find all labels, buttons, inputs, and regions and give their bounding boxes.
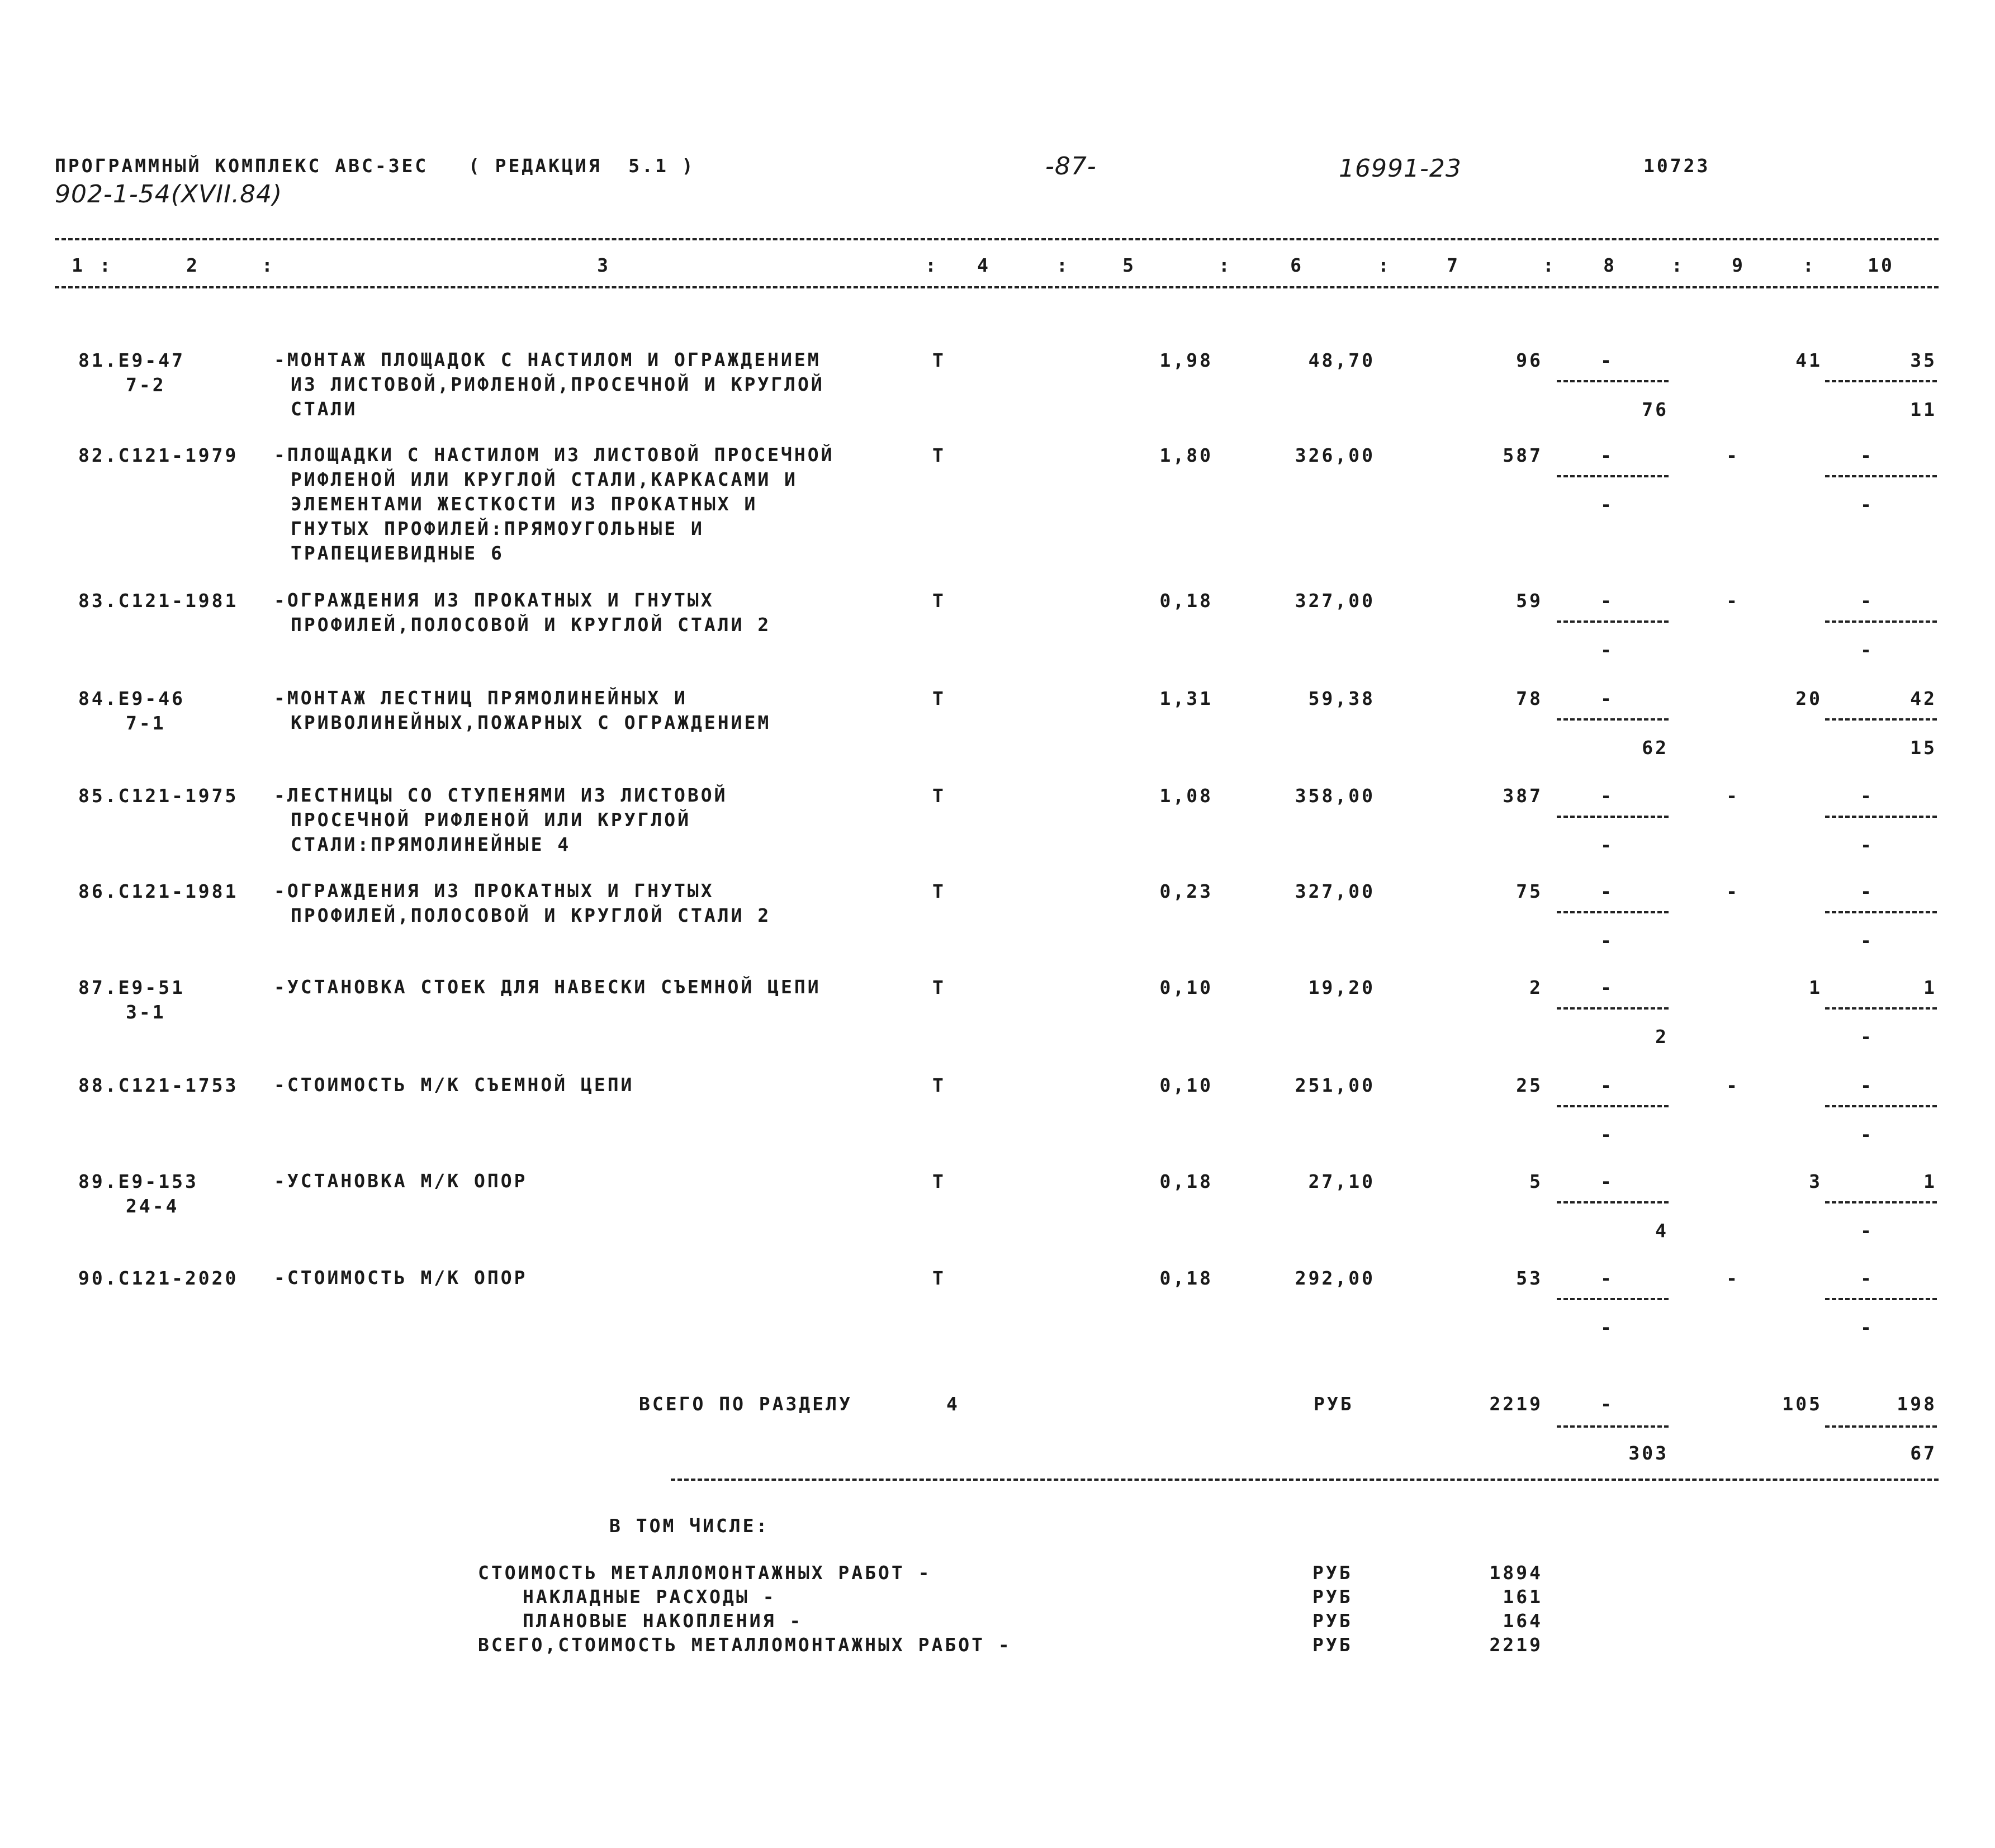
row-unit: Т: [932, 977, 946, 998]
row-total: 75: [1516, 880, 1543, 902]
col-separator: :: [1543, 254, 1556, 276]
col-separator: :: [1056, 254, 1070, 276]
row-code-sub: 3-1: [126, 1001, 166, 1023]
row-code: 81.Е9-47: [78, 349, 185, 371]
col-header-1: 1: [72, 254, 85, 276]
cell-divider: [1825, 1425, 1937, 1428]
row-quantity: 0,18: [1159, 590, 1213, 612]
row-total: 387: [1503, 785, 1543, 807]
row-quantity: 1,80: [1159, 444, 1213, 466]
row-col8-top: -: [1600, 977, 1614, 998]
row-code: 90.С121-2020: [78, 1267, 239, 1289]
col-header-10: 10: [1868, 254, 1894, 276]
row-unit: Т: [932, 1074, 946, 1096]
row-col8-bottom: -: [1600, 639, 1614, 661]
section-total-col9: 105: [1782, 1393, 1822, 1415]
cell-divider: [1557, 816, 1669, 818]
description-line: ГНУТЫХ ПРОФИЛЕЙ:ПРЯМОУГОЛЬНЫЕ И: [291, 518, 704, 539]
col-header-3: 3: [597, 254, 610, 276]
row-col9: -: [1726, 1074, 1740, 1096]
description-line: -ЛЕСТНИЦЫ СО СТУПЕНЯМИ ИЗ ЛИСТОВОЙ: [274, 784, 728, 806]
header-rule-top: [55, 238, 1939, 240]
cell-divider: [1825, 1007, 1937, 1010]
row-description: [274, 1266, 528, 1290]
including-item-unit: РУБ: [1312, 1634, 1353, 1656]
row-col10-bottom: -: [1860, 834, 1874, 856]
row-unit: Т: [932, 1171, 946, 1192]
row-description: [274, 1073, 634, 1097]
row-col9: -: [1726, 444, 1740, 466]
row-col9: -: [1726, 1267, 1740, 1289]
description-line: ЭЛЕМЕНТАМИ ЖЕСТКОСТИ ИЗ ПРОКАТНЫХ И: [291, 493, 758, 515]
row-total: 78: [1516, 688, 1543, 709]
row-col8-top: -: [1600, 688, 1614, 709]
cell-divider: [1557, 718, 1669, 721]
description-line: ТРАПЕЦИЕВИДНЫЕ 6: [291, 542, 504, 564]
row-col8-bottom: -: [1600, 930, 1614, 951]
row-col10-bottom: 11: [1910, 399, 1937, 420]
row-total: 2: [1529, 977, 1543, 998]
row-col8-bottom: 4: [1655, 1220, 1669, 1242]
section-total-col10-top: 198: [1897, 1393, 1937, 1415]
row-col10-top: -: [1860, 444, 1874, 466]
row-description: [274, 348, 824, 421]
row-quantity: 1,08: [1159, 785, 1213, 807]
row-col8-bottom: 62: [1642, 737, 1669, 759]
description-line: -МОНТАЖ ЛЕСТНИЦ ПРЯМОЛИНЕЙНЫХ И: [274, 687, 688, 709]
including-item-label: СТОИМОСТЬ МЕТАЛЛОМОНТАЖНЫХ РАБОТ -: [478, 1562, 932, 1584]
section-total-value: 2219: [1489, 1393, 1543, 1415]
col-separator: :: [262, 254, 275, 276]
row-code-sub: 7-2: [126, 374, 166, 396]
row-col8-bottom: -: [1600, 494, 1614, 515]
col-header-4: 4: [977, 254, 991, 276]
col-separator: :: [1219, 254, 1232, 276]
section-number: 4: [946, 1393, 960, 1415]
row-unit-price: 327,00: [1295, 880, 1375, 902]
row-total: 59: [1516, 590, 1543, 612]
including-item-value: 161: [1503, 1586, 1543, 1608]
col-separator: :: [99, 254, 113, 276]
including-item-label: НАКЛАДНЫЕ РАСХОДЫ -: [523, 1586, 776, 1608]
row-col10-top: -: [1860, 1267, 1874, 1289]
row-col8-top: -: [1600, 590, 1614, 612]
row-col9: -: [1726, 590, 1740, 612]
row-unit: Т: [932, 1267, 946, 1289]
col-header-9: 9: [1732, 254, 1745, 276]
row-description: [274, 783, 728, 857]
row-quantity: 0,18: [1159, 1171, 1213, 1192]
row-quantity: 1,98: [1159, 349, 1213, 371]
row-quantity: 0,18: [1159, 1267, 1213, 1289]
description-line: -ОГРАЖДЕНИЯ ИЗ ПРОКАТНЫХ И ГНУТЫХ: [274, 589, 714, 611]
row-col8-top: -: [1600, 785, 1614, 807]
row-col10-top: 42: [1910, 688, 1937, 709]
section-total-col10-bottom: 67: [1910, 1442, 1937, 1464]
row-col10-bottom: -: [1860, 639, 1874, 661]
row-col10-bottom: -: [1860, 1220, 1874, 1242]
description-line: -УСТАНОВКА СТОЕК ДЛЯ НАВЕСКИ СЪЕМНОЙ ЦЕПИ: [274, 976, 821, 998]
description-line: -УСТАНОВКА М/К ОПОР: [274, 1170, 528, 1192]
row-description: [274, 443, 834, 566]
row-col8-top: -: [1600, 349, 1614, 371]
header-code: 10723: [1643, 155, 1710, 177]
section-total-rule: [671, 1479, 1939, 1481]
col-separator: :: [925, 254, 939, 276]
cell-divider: [1825, 380, 1937, 382]
row-col10-bottom: 15: [1910, 737, 1937, 759]
row-description: [274, 588, 771, 637]
row-code: 86.С121-1981: [78, 880, 239, 902]
description-line: ПРОФИЛЕЙ,ПОЛОСОВОЙ И КРУГЛОЙ СТАЛИ 2: [291, 614, 771, 636]
description-line: КРИВОЛИНЕЙНЫХ,ПОЖАРНЫХ С ОГРАЖДЕНИЕМ: [291, 712, 771, 733]
row-code: 88.С121-1753: [78, 1074, 239, 1096]
section-total-label: ВСЕГО ПО РАЗДЕЛУ: [639, 1393, 852, 1415]
row-unit: Т: [932, 880, 946, 902]
row-col10-top: 1: [1923, 1171, 1937, 1192]
col-header-8: 8: [1603, 254, 1617, 276]
description-line: ПРОФИЛЕЙ,ПОЛОСОВОЙ И КРУГЛОЙ СТАЛИ 2: [291, 904, 771, 926]
row-unit: Т: [932, 785, 946, 807]
row-col8-bottom: 76: [1642, 399, 1669, 420]
row-col10-bottom: -: [1860, 1316, 1874, 1338]
row-quantity: 0,10: [1159, 1074, 1213, 1096]
row-unit: Т: [932, 349, 946, 371]
including-item-unit: РУБ: [1312, 1586, 1353, 1608]
including-item-unit: РУБ: [1312, 1562, 1353, 1584]
row-col9: 3: [1809, 1171, 1822, 1192]
description-line: -ОГРАЖДЕНИЯ ИЗ ПРОКАТНЫХ И ГНУТЫХ: [274, 880, 714, 902]
row-col8-bottom: -: [1600, 834, 1614, 856]
cell-divider: [1825, 816, 1937, 818]
row-unit-price: 59,38: [1308, 688, 1375, 709]
row-code: 83.С121-1981: [78, 590, 239, 612]
description-line: -СТОИМОСТЬ М/К ОПОР: [274, 1267, 528, 1288]
row-unit-price: 251,00: [1295, 1074, 1375, 1096]
cell-divider: [1557, 1201, 1669, 1203]
cell-divider: [1557, 1425, 1669, 1428]
row-description: [274, 686, 771, 735]
row-unit: Т: [932, 590, 946, 612]
description-line: СТАЛИ: [291, 398, 358, 420]
row-col8-top: -: [1600, 880, 1614, 902]
including-item-value: 1894: [1489, 1562, 1543, 1584]
row-col8-top: -: [1600, 1171, 1614, 1192]
row-col9: 20: [1795, 688, 1822, 709]
row-unit: Т: [932, 444, 946, 466]
row-col8-bottom: -: [1600, 1316, 1614, 1338]
col-separator: :: [1378, 254, 1391, 276]
row-col8-top: -: [1600, 1267, 1614, 1289]
row-description: [274, 975, 821, 999]
project-code: 902-1-54(XVII.84): [55, 180, 283, 209]
row-col10-top: -: [1860, 590, 1874, 612]
header-rule-bottom: [55, 286, 1939, 288]
row-col10-bottom: -: [1860, 1124, 1874, 1145]
description-line: СТАЛИ:ПРЯМОЛИНЕЙНЫЕ 4: [291, 833, 571, 855]
including-item-value: 164: [1503, 1610, 1543, 1632]
row-unit-price: 358,00: [1295, 785, 1375, 807]
col-separator: :: [1803, 254, 1816, 276]
row-col8-bottom: -: [1600, 1124, 1614, 1145]
cell-divider: [1557, 1105, 1669, 1107]
including-item-unit: РУБ: [1312, 1610, 1353, 1632]
row-col8-top: -: [1600, 1074, 1614, 1096]
col-header-7: 7: [1447, 254, 1460, 276]
row-col9: -: [1726, 785, 1740, 807]
row-unit: Т: [932, 688, 946, 709]
row-unit-price: 48,70: [1308, 349, 1375, 371]
row-col10-top: 1: [1923, 977, 1937, 998]
row-description: [274, 1169, 528, 1193]
description-line: -ПЛОЩАДКИ С НАСТИЛОМ ИЗ ЛИСТОВОЙ ПРОСЕЧНОЙ: [274, 444, 835, 466]
row-total: 5: [1529, 1171, 1543, 1192]
cell-divider: [1825, 718, 1937, 721]
doc-number: 16991-23: [1339, 154, 1462, 183]
row-unit-price: 326,00: [1295, 444, 1375, 466]
row-code-sub: 24-4: [126, 1195, 179, 1217]
col-header-2: 2: [186, 254, 200, 276]
section-total-unit: РУБ: [1314, 1393, 1354, 1415]
col-header-5: 5: [1122, 254, 1136, 276]
row-col9: 1: [1809, 977, 1822, 998]
cell-divider: [1557, 620, 1669, 623]
row-unit-price: 327,00: [1295, 590, 1375, 612]
cell-divider: [1557, 1007, 1669, 1010]
section-total-col8-bottom: 303: [1628, 1442, 1669, 1464]
cell-divider: [1825, 1105, 1937, 1107]
row-code: 87.Е9-51: [78, 977, 185, 998]
row-code: 82.С121-1979: [78, 444, 239, 466]
row-total: 25: [1516, 1074, 1543, 1096]
row-col10-bottom: -: [1860, 1026, 1874, 1048]
cell-divider: [1825, 1298, 1937, 1300]
row-col8-top: -: [1600, 444, 1614, 466]
row-total: 587: [1503, 444, 1543, 466]
cell-divider: [1557, 911, 1669, 913]
cell-divider: [1557, 475, 1669, 477]
cell-divider: [1825, 911, 1937, 913]
description-line: -СТОИМОСТЬ М/К СЪЕМНОЙ ЦЕПИ: [274, 1074, 634, 1096]
row-quantity: 0,10: [1159, 977, 1213, 998]
row-quantity: 0,23: [1159, 880, 1213, 902]
col-separator: :: [1671, 254, 1685, 276]
including-item-label: ПЛАНОВЫЕ НАКОПЛЕНИЯ -: [523, 1610, 803, 1632]
cell-divider: [1825, 475, 1937, 477]
row-description: [274, 879, 771, 928]
row-total: 53: [1516, 1267, 1543, 1289]
row-unit-price: 19,20: [1308, 977, 1375, 998]
row-col10-top: -: [1860, 880, 1874, 902]
row-col8-bottom: 2: [1655, 1026, 1669, 1048]
including-heading: В ТОМ ЧИСЛЕ:: [609, 1515, 770, 1537]
row-code: 85.С121-1975: [78, 785, 239, 807]
cell-divider: [1557, 1298, 1669, 1300]
description-line: ИЗ ЛИСТОВОЙ,РИФЛЕНОЙ,ПРОСЕЧНОЙ И КРУГЛОЙ: [291, 373, 824, 395]
description-line: РИФЛЕНОЙ ИЛИ КРУГЛОЙ СТАЛИ,КАРКАСАМИ И: [291, 468, 798, 490]
including-item-value: 2219: [1489, 1634, 1543, 1656]
row-col10-top: -: [1860, 785, 1874, 807]
row-code: 89.Е9-153: [78, 1171, 198, 1192]
cell-divider: [1825, 1201, 1937, 1203]
row-total: 96: [1516, 349, 1543, 371]
row-col9: 41: [1795, 349, 1822, 371]
program-line: ПРОГРАММНЫЙ КОМПЛЕКС АВС-3ЕС ( РЕДАКЦИЯ 5.1 ): [55, 155, 695, 177]
description-line: ПРОСЕЧНОЙ РИФЛЕНОЙ ИЛИ КРУГЛОЙ: [291, 809, 691, 831]
row-code-sub: 7-1: [126, 712, 166, 734]
row-quantity: 1,31: [1159, 688, 1213, 709]
section-total-col8-top: -: [1600, 1393, 1614, 1415]
row-col10-top: -: [1860, 1074, 1874, 1096]
row-col9: -: [1726, 880, 1740, 902]
row-unit-price: 27,10: [1308, 1171, 1375, 1192]
row-col10-top: 35: [1910, 349, 1937, 371]
description-line: -МОНТАЖ ПЛОЩАДОК С НАСТИЛОМ И ОГРАЖДЕНИЕМ: [274, 349, 821, 371]
including-item-label: ВСЕГО,СТОИМОСТЬ МЕТАЛЛОМОНТАЖНЫХ РАБОТ -: [478, 1634, 1012, 1656]
page-number: -87-: [1045, 152, 1097, 181]
row-unit-price: 292,00: [1295, 1267, 1375, 1289]
row-code: 84.Е9-46: [78, 688, 185, 709]
row-col10-bottom: -: [1860, 930, 1874, 951]
col-header-6: 6: [1290, 254, 1304, 276]
row-col10-bottom: -: [1860, 494, 1874, 515]
cell-divider: [1825, 620, 1937, 623]
cell-divider: [1557, 380, 1669, 382]
